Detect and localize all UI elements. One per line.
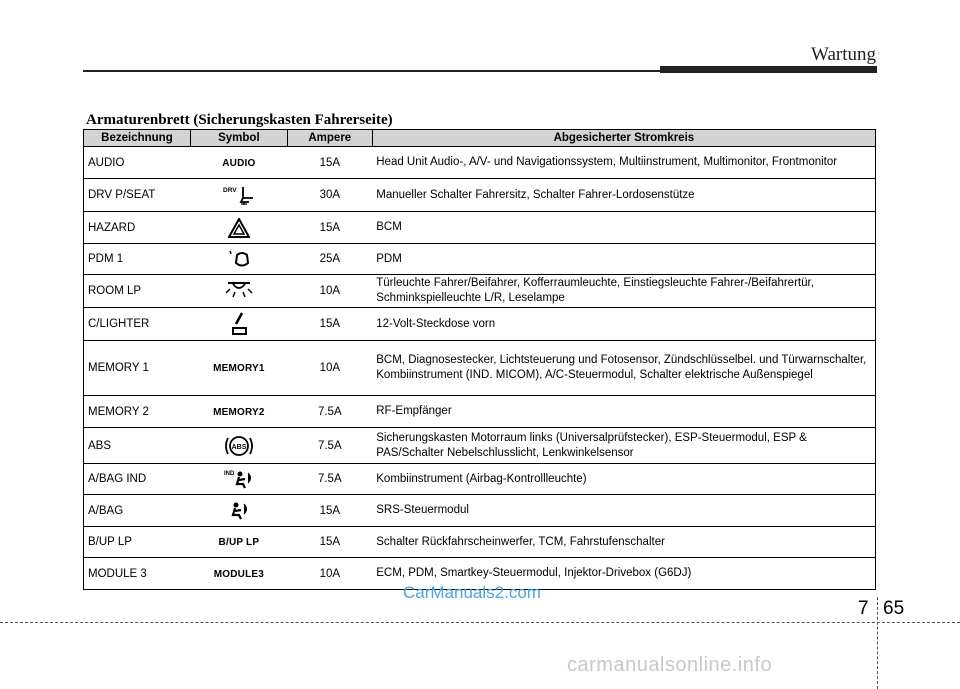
airbag-ind-icon [221, 468, 257, 490]
cigarette-lighter-icon [228, 311, 250, 337]
table-row [84, 147, 876, 179]
table-row [84, 396, 876, 428]
fuse-table [83, 129, 876, 590]
audio-symbol-text: AUDIO [222, 157, 256, 169]
table-row [84, 464, 876, 495]
fuse-symbol [190, 308, 287, 341]
room-lamp-icon [222, 280, 256, 302]
fuse-circuit: Manueller Schalter Fahrersitz, Schalter Fahrer-Lordosenstütze [372, 179, 875, 212]
table-header-row [84, 130, 876, 147]
page-chapter: 7 [858, 598, 869, 619]
fuse-ampere: 15A [287, 527, 372, 558]
fuse-ampere: 25A [287, 244, 372, 275]
abs-icon [223, 433, 255, 459]
table-row [84, 341, 876, 396]
fuse-symbol [190, 147, 287, 179]
col-header-symbol: Symbol [190, 130, 287, 147]
col-header-name: Bezeichnung [84, 130, 191, 147]
table-row [84, 428, 876, 464]
header-rule [83, 70, 660, 72]
module3-symbol-text: MODULE3 [213, 568, 265, 580]
header-rule-thick [660, 66, 877, 73]
fuse-name: B/UP LP [84, 527, 191, 558]
table-row [84, 527, 876, 558]
section-title: Armaturenbrett (Sicherungskasten Fahrerseite) [86, 112, 393, 128]
fuse-name: A/BAG IND [84, 464, 191, 495]
fuse-symbol [190, 495, 287, 527]
fuse-name: HAZARD [84, 212, 191, 244]
fuse-name: C/LIGHTER [84, 308, 191, 341]
table-row [84, 275, 876, 308]
fuse-symbol [190, 341, 287, 396]
hazard-triangle-icon [228, 218, 250, 238]
table-row [84, 308, 876, 341]
fuse-ampere: 10A [287, 275, 372, 308]
fuse-circuit: SRS-Steuermodul [372, 495, 875, 527]
table-row [84, 244, 876, 275]
table-row [84, 179, 876, 212]
ind-icon-label: IND [223, 471, 235, 477]
fuse-circuit: Sicherungskasten Motorraum links (Universalprüfstecker), ESP-Steuermodul, ESP & PAS/Schalter Nebelschlusslicht, Lenkwinkelsensor [372, 428, 875, 464]
fuse-circuit: PDM [372, 244, 875, 275]
fuse-name: DRV P/SEAT [84, 179, 191, 212]
fuse-circuit: BCM [372, 212, 875, 244]
table-row [84, 212, 876, 244]
fuse-symbol [190, 212, 287, 244]
fuse-ampere: 10A [287, 558, 372, 590]
fuse-ampere: 15A [287, 308, 372, 341]
fuse-circuit: RF-Empfänger [372, 396, 875, 428]
fuse-ampere: 15A [287, 212, 372, 244]
fuse-name: ROOM LP [84, 275, 191, 308]
abs-icon-label: ABS [231, 443, 247, 451]
fuse-symbol [190, 428, 287, 464]
fuse-name: A/BAG [84, 495, 191, 527]
fuse-name: MEMORY 2 [84, 396, 191, 428]
fuse-ampere: 30A [287, 179, 372, 212]
col-header-circuit: Abgesicherter Stromkreis [372, 130, 875, 147]
fuse-symbol [190, 275, 287, 308]
fuse-symbol [190, 558, 287, 590]
fuse-ampere: 7.5A [287, 464, 372, 495]
fuse-circuit: BCM, Diagnosestecker, Lichtsteuerung und Fotosensor, Zündschlüsselbel. und Türwarnschalter, Kombiinstrument (IND. MICOM), A/C-Steuermodul, Schalter elektrische Außenspiegel [372, 341, 875, 396]
fuse-ampere: 7.5A [287, 396, 372, 428]
fuse-symbol [190, 527, 287, 558]
fuse-circuit: Schalter Rückfahrscheinwerfer, TCM, Fahrstufenschalter [372, 527, 875, 558]
fuse-circuit: Türleuchte Fahrer/Beifahrer, Kofferraumleuchte, Einstiegsleuchte Fahrer-/Beifahrertür, Schminkspielleuchte L/R, Leselampe [372, 275, 875, 308]
fuse-name: PDM 1 [84, 244, 191, 275]
fuse-ampere: 15A [287, 147, 372, 179]
page-number: 65 [883, 598, 905, 619]
pdm-icon [226, 249, 252, 269]
watermark-link[interactable]: CarManuals2.com [403, 583, 541, 602]
fuse-name: AUDIO [84, 147, 191, 179]
airbag-icon [226, 500, 252, 522]
fuse-name: MODULE 3 [84, 558, 191, 590]
footer-divider [0, 622, 960, 623]
fuse-circuit: Kombiinstrument (Airbag-Kontrollleuchte) [372, 464, 875, 495]
fuse-symbol [190, 464, 287, 495]
fuse-symbol [190, 179, 287, 212]
fuse-symbol [190, 244, 287, 275]
fuse-symbol [190, 396, 287, 428]
fuse-circuit: ECM, PDM, Smartkey-Steuermodul, Injektor-Drivebox (G6DJ) [372, 558, 875, 590]
footer-watermark: carmanualsonline.info [567, 654, 773, 676]
fuse-ampere: 7.5A [287, 428, 372, 464]
fuse-ampere: 10A [287, 341, 372, 396]
footer-divider-vertical [877, 597, 878, 689]
table-row [84, 495, 876, 527]
header-title: Wartung [811, 44, 876, 65]
memory1-symbol-text: MEMORY1 [213, 363, 265, 374]
drv-icon-label: DRV [222, 187, 237, 194]
memory2-symbol-text: MEMORY2 [213, 406, 265, 418]
fuse-name: MEMORY 1 [84, 341, 191, 396]
fuse-name: ABS [84, 428, 191, 464]
fuse-circuit: Head Unit Audio-, A/V- und Navigationssystem, Multiinstrument, Multimonitor, Frontmonitor [372, 147, 875, 179]
bup-lp-symbol-text: B/UP LP [218, 537, 260, 548]
drv-seat-icon [221, 184, 257, 206]
fuse-circuit: 12-Volt-Steckdose vorn [372, 308, 875, 341]
col-header-ampere: Ampere [287, 130, 372, 147]
fuse-ampere: 15A [287, 495, 372, 527]
